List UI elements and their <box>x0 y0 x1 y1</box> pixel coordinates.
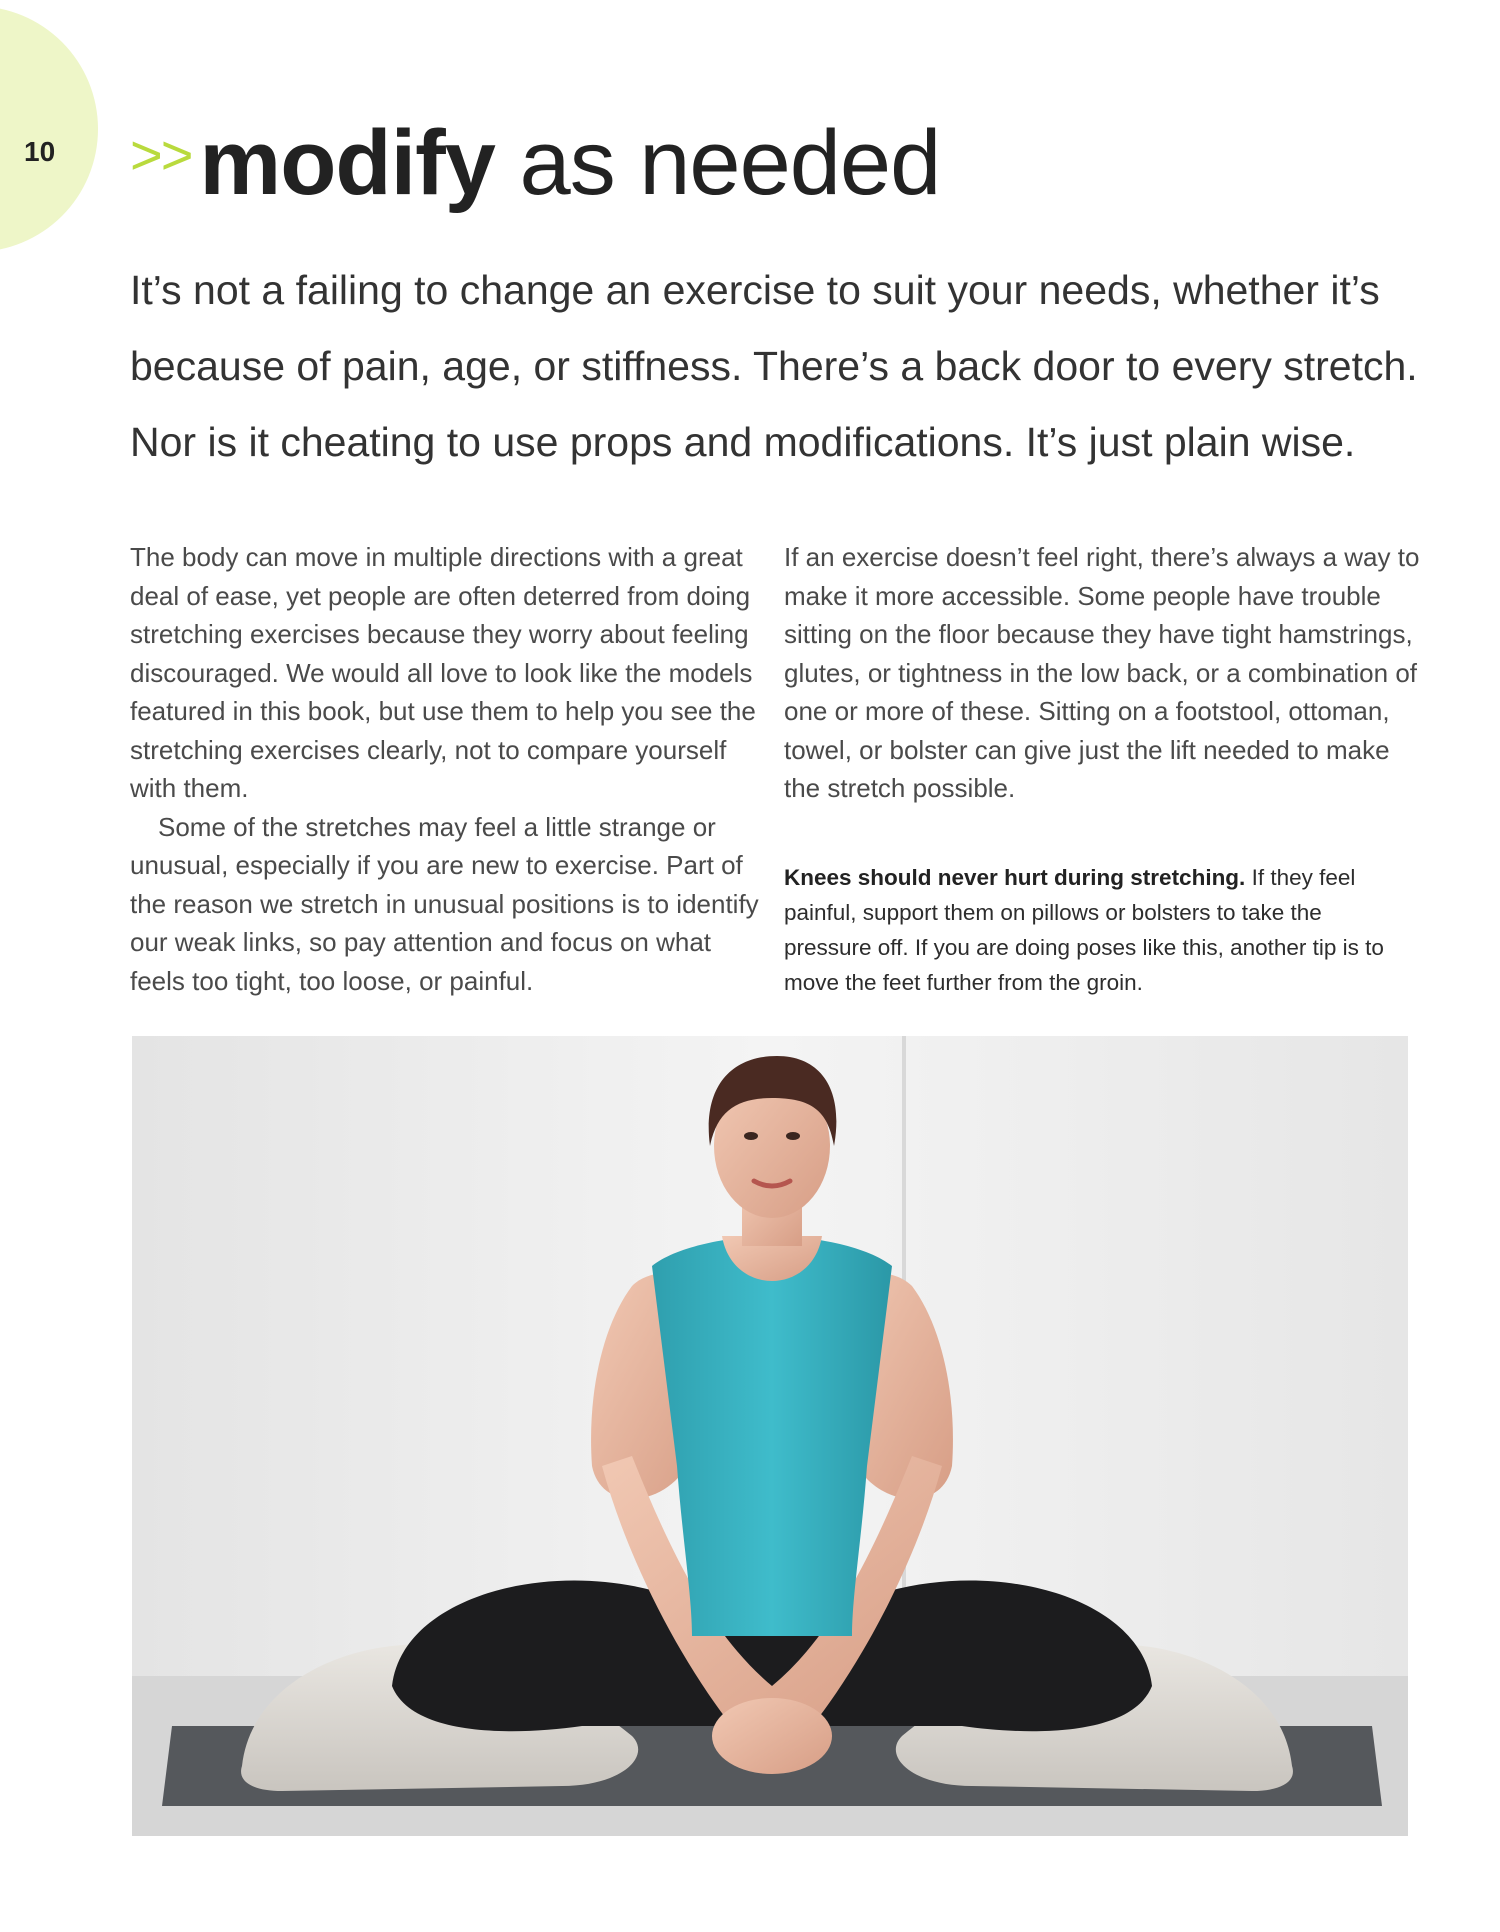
right-eye <box>786 1132 800 1140</box>
body-column-left <box>130 538 760 1000</box>
lead-line: Nor is it cheating to use props and modifications. It’s just plain wise. <box>130 419 1356 465</box>
body-paragraph: If an exercise doesn’t feel right, there’s always a way to make it more accessible. Some people have trouble sitting on the floor because they have tight hamstrings, glutes, or tightness in the low back, or a combination of one or more of these. Sitting on a footstool, ottoman, towel, or bolster can give just the lift needed to make the stretch possible. <box>784 542 1420 803</box>
caption-lead: Knees should never hurt during stretching. <box>784 865 1246 890</box>
yoga-photo <box>132 1036 1408 1836</box>
lead-line: It’s not a failing to change an exercise to suit your needs, whether it’s <box>130 267 1380 313</box>
lead-paragraph <box>130 252 1418 480</box>
chevron-icon: >> <box>130 123 192 186</box>
body-column-right <box>784 538 1420 808</box>
photo-caption <box>784 860 1384 1000</box>
tank-top <box>652 1236 892 1636</box>
title-rest: as needed <box>519 112 941 214</box>
page-number: 10 <box>24 136 56 167</box>
hands-and-feet <box>712 1698 832 1774</box>
woman-seated-stretch-illustration <box>132 1036 1408 1836</box>
title-bold: modify <box>199 112 495 214</box>
body-paragraph: Some of the stretches may feel a little strange or unusual, especially if you are new to exercise. Part of the reason we stretch in unusual positions is to identify our weak links, so pay attention and focus on what feels too tight, too loose, or painful. <box>130 811 759 996</box>
left-eye <box>744 1132 758 1140</box>
page-tab-circle <box>0 6 98 252</box>
body-paragraph: The body can move in multiple directions with a great deal of ease, yet people are often deterred from doing stretching exercises because they worry about feeling discouraged. We would all love to look like the models featured in this book, but use them to help you see the stretching exercises clearly, not to compare yourself with them. <box>130 542 756 803</box>
page-title <box>130 100 940 218</box>
lead-line: because of pain, age, or stiffness. There’s a back door to every stretch. <box>130 343 1418 389</box>
caption-text: If they feel painful, support them on pillows or bolsters to take the pressure off. If you are doing poses like this, another tip is to move the feet further from the groin. <box>784 865 1384 995</box>
